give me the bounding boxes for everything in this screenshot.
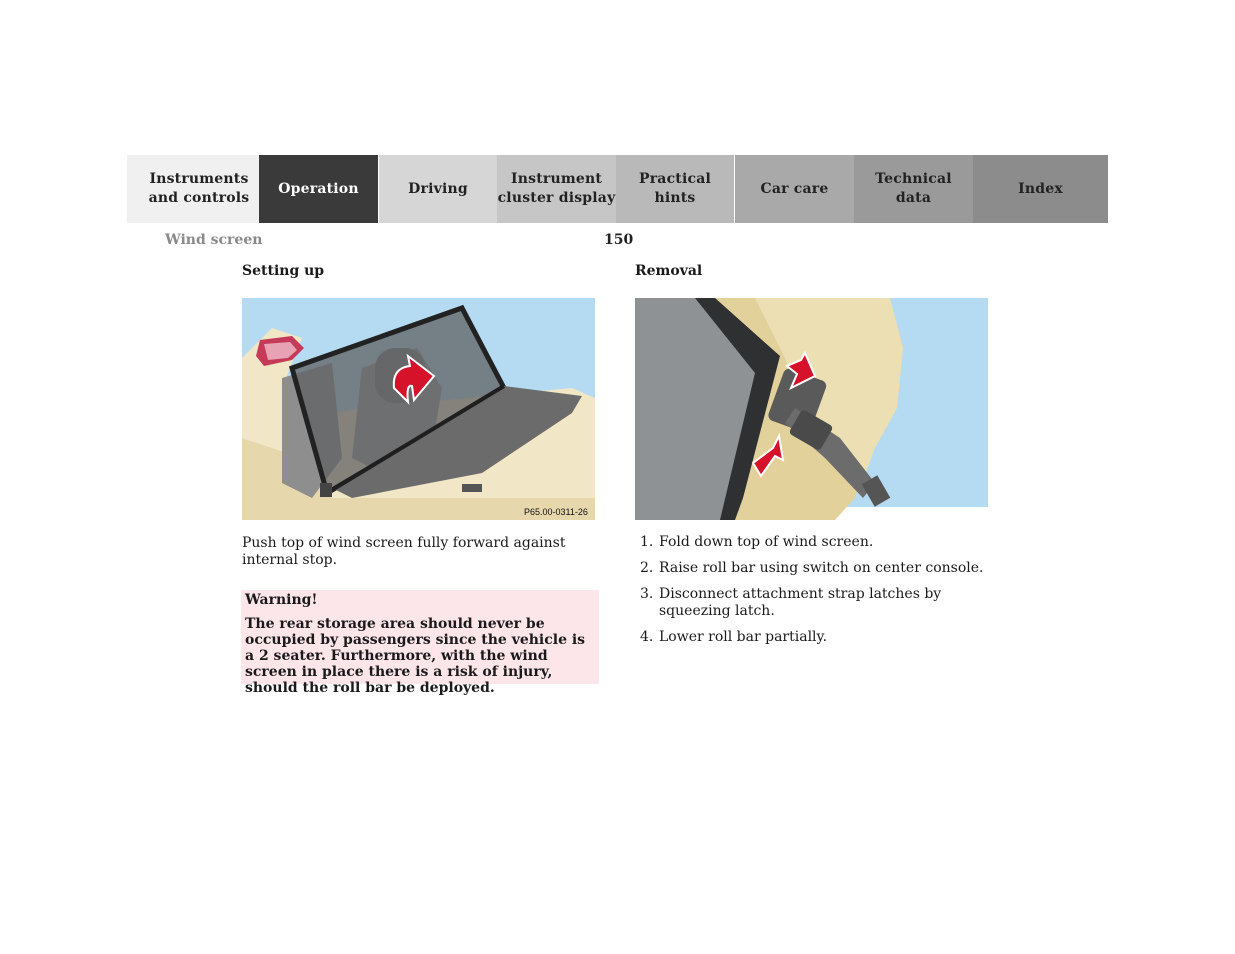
step-number: 1. <box>640 534 654 550</box>
setup-instruction: Push top of wind screen fully forward against internal stop. <box>242 535 566 568</box>
tab-label: Driving <box>408 180 468 197</box>
step-number: 4. <box>640 629 654 645</box>
tab-practical-hints[interactable] <box>616 155 735 223</box>
tab-label: Practical hints <box>639 171 711 206</box>
warning-box <box>241 590 599 696</box>
tab-index[interactable] <box>973 155 1108 223</box>
tab-label: Instrument cluster display <box>497 171 616 206</box>
tab-label: Car care <box>760 180 829 197</box>
chapter-nav <box>127 155 1108 223</box>
step-text: Raise roll bar using switch on center console. <box>659 560 984 576</box>
section-title: Wind screen <box>165 232 263 248</box>
step-number: 2. <box>640 560 654 576</box>
step-number: 3. <box>640 586 654 602</box>
tab-label: Instruments and controls <box>148 171 250 206</box>
tab-instruments-and-controls[interactable] <box>127 155 259 223</box>
tab-car-care[interactable] <box>735 155 854 223</box>
page-number: 150 <box>604 232 634 248</box>
tab-label: Index <box>1018 180 1063 197</box>
warning-title: Warning! <box>245 592 318 608</box>
tab-label: Technical data <box>875 171 952 206</box>
removal-steps <box>635 534 990 655</box>
setting-up-heading: Setting up <box>242 263 325 279</box>
tab-operation[interactable] <box>259 155 378 223</box>
list-item <box>635 629 990 646</box>
tab-instrument-cluster-display[interactable] <box>497 155 616 223</box>
step-text: Fold down top of wind screen. <box>659 534 874 550</box>
warning-text: The rear storage area should never be occupied by passengers since the vehicle is a 2 seater. Furthermore, with the wind screen in place there is a risk of injury, should the roll bar be deployed. <box>245 616 586 696</box>
tab-label: Operation <box>278 180 359 197</box>
list-item <box>635 534 990 551</box>
tab-driving[interactable] <box>378 155 497 223</box>
step-text: Disconnect attachment strap latches by squeezing latch. <box>659 586 942 619</box>
removal-heading: Removal <box>635 263 703 279</box>
list-item <box>635 586 990 620</box>
wind-screen-setup-illustration <box>242 298 595 520</box>
list-item <box>635 560 990 577</box>
figure-code: P65.00-0311-26 <box>524 507 588 517</box>
step-text: Lower roll bar partially. <box>659 629 828 645</box>
strap-latch-removal-illustration <box>635 298 988 520</box>
tab-technical-data[interactable] <box>854 155 973 223</box>
